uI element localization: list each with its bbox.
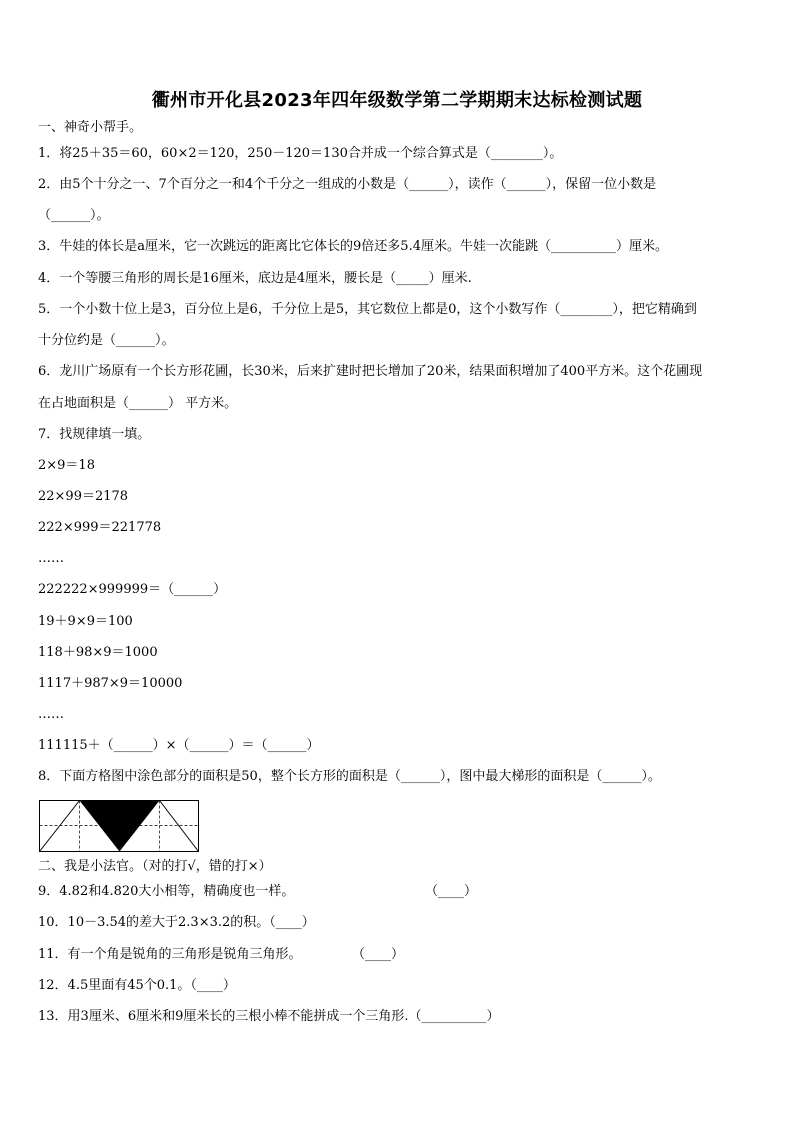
question-5-line-1: 5．一个小数十位上是3，百分位上是6，千分位上是5，其它数位上都是0，这个小数写作（________），把它精确到 bbox=[38, 302, 697, 317]
question-6-line-1: 6．龙川广场原有一个长方形花圃，长30米，后来扩建时把长增加了20米，结果面积增加了400平方米。这个花圃现 bbox=[38, 364, 703, 379]
pattern-line: 222×999＝221778 bbox=[38, 520, 162, 535]
question-2-line-2: （______）。 bbox=[38, 208, 110, 223]
question-2-line-1: 2．由5个十分之一、7个百分之一和4个千分之一组成的小数是（______），读作（______），保留一位小数是 bbox=[38, 177, 657, 192]
grid-figure bbox=[39, 800, 199, 852]
question-8: 8．下面方格图中涂色部分的面积是50，整个长方形的面积是（______），图中最大梯形的面积是（______）。 bbox=[38, 769, 661, 784]
pattern-line: 118＋98×9＝1000 bbox=[38, 645, 158, 660]
question-9-blank: （____） bbox=[425, 884, 478, 899]
figure-diagonal bbox=[40, 801, 80, 852]
figure-diagonal bbox=[160, 801, 199, 852]
question-9: 9．4.82和4.820大小相等，精确度也一样。 bbox=[38, 884, 295, 899]
pattern-line: 222222×999999＝（______） bbox=[38, 582, 227, 597]
question-4: 4．一个等腰三角形的周长是16厘米，底边是4厘米，腰长是（_____）厘米. bbox=[38, 271, 472, 286]
question-1: 1．将25＋35＝60，60×2＝120，250－120＝130合并成一个综合算式是（________）。 bbox=[38, 146, 563, 161]
page-title: 衢州市开化县2023年四年级数学第二学期期末达标检测试题 bbox=[151, 90, 643, 111]
question-13: 13．用3厘米、6厘米和9厘米长的三根小棒不能拼成一个三角形.（__________） bbox=[38, 1009, 500, 1024]
pattern-line: 19＋9×9＝100 bbox=[38, 614, 133, 629]
pattern-ellipsis: …… bbox=[38, 707, 64, 722]
section-1-heading: 一、神奇小帮手。 bbox=[38, 120, 143, 135]
question-6-line-2: 在占地面积是（______） 平方米。 bbox=[38, 396, 238, 411]
question-12: 12．4.5里面有45个0.1。（____） bbox=[38, 978, 236, 993]
pattern-line: 2×9＝18 bbox=[38, 458, 95, 473]
figure-shaded-triangle bbox=[80, 801, 160, 852]
question-3: 3．牛娃的体长是a厘米，它一次跳远的距离比它体长的9倍还多5.4厘米。牛娃一次能跳（__________）厘米。 bbox=[38, 239, 668, 254]
section-2-heading: 二、我是小法官。（对的打√，错的打×） bbox=[38, 859, 272, 874]
question-11-blank: （____） bbox=[352, 947, 405, 962]
question-5-line-2: 十分位约是（______）。 bbox=[38, 333, 175, 348]
pattern-line: 22×99＝2178 bbox=[38, 489, 129, 504]
pattern-ellipsis: …… bbox=[38, 551, 64, 566]
question-7: 7．找规律填一填。 bbox=[38, 427, 151, 442]
pattern-line: 111115＋（______）×（______）＝（______） bbox=[38, 738, 320, 753]
question-10: 10．10－3.54的差大于2.3×3.2的积。（____） bbox=[38, 915, 315, 930]
pattern-line: 1117＋987×9＝10000 bbox=[38, 676, 183, 691]
question-11: 11．有一个角是锐角的三角形是锐角三角形。 bbox=[38, 947, 302, 962]
